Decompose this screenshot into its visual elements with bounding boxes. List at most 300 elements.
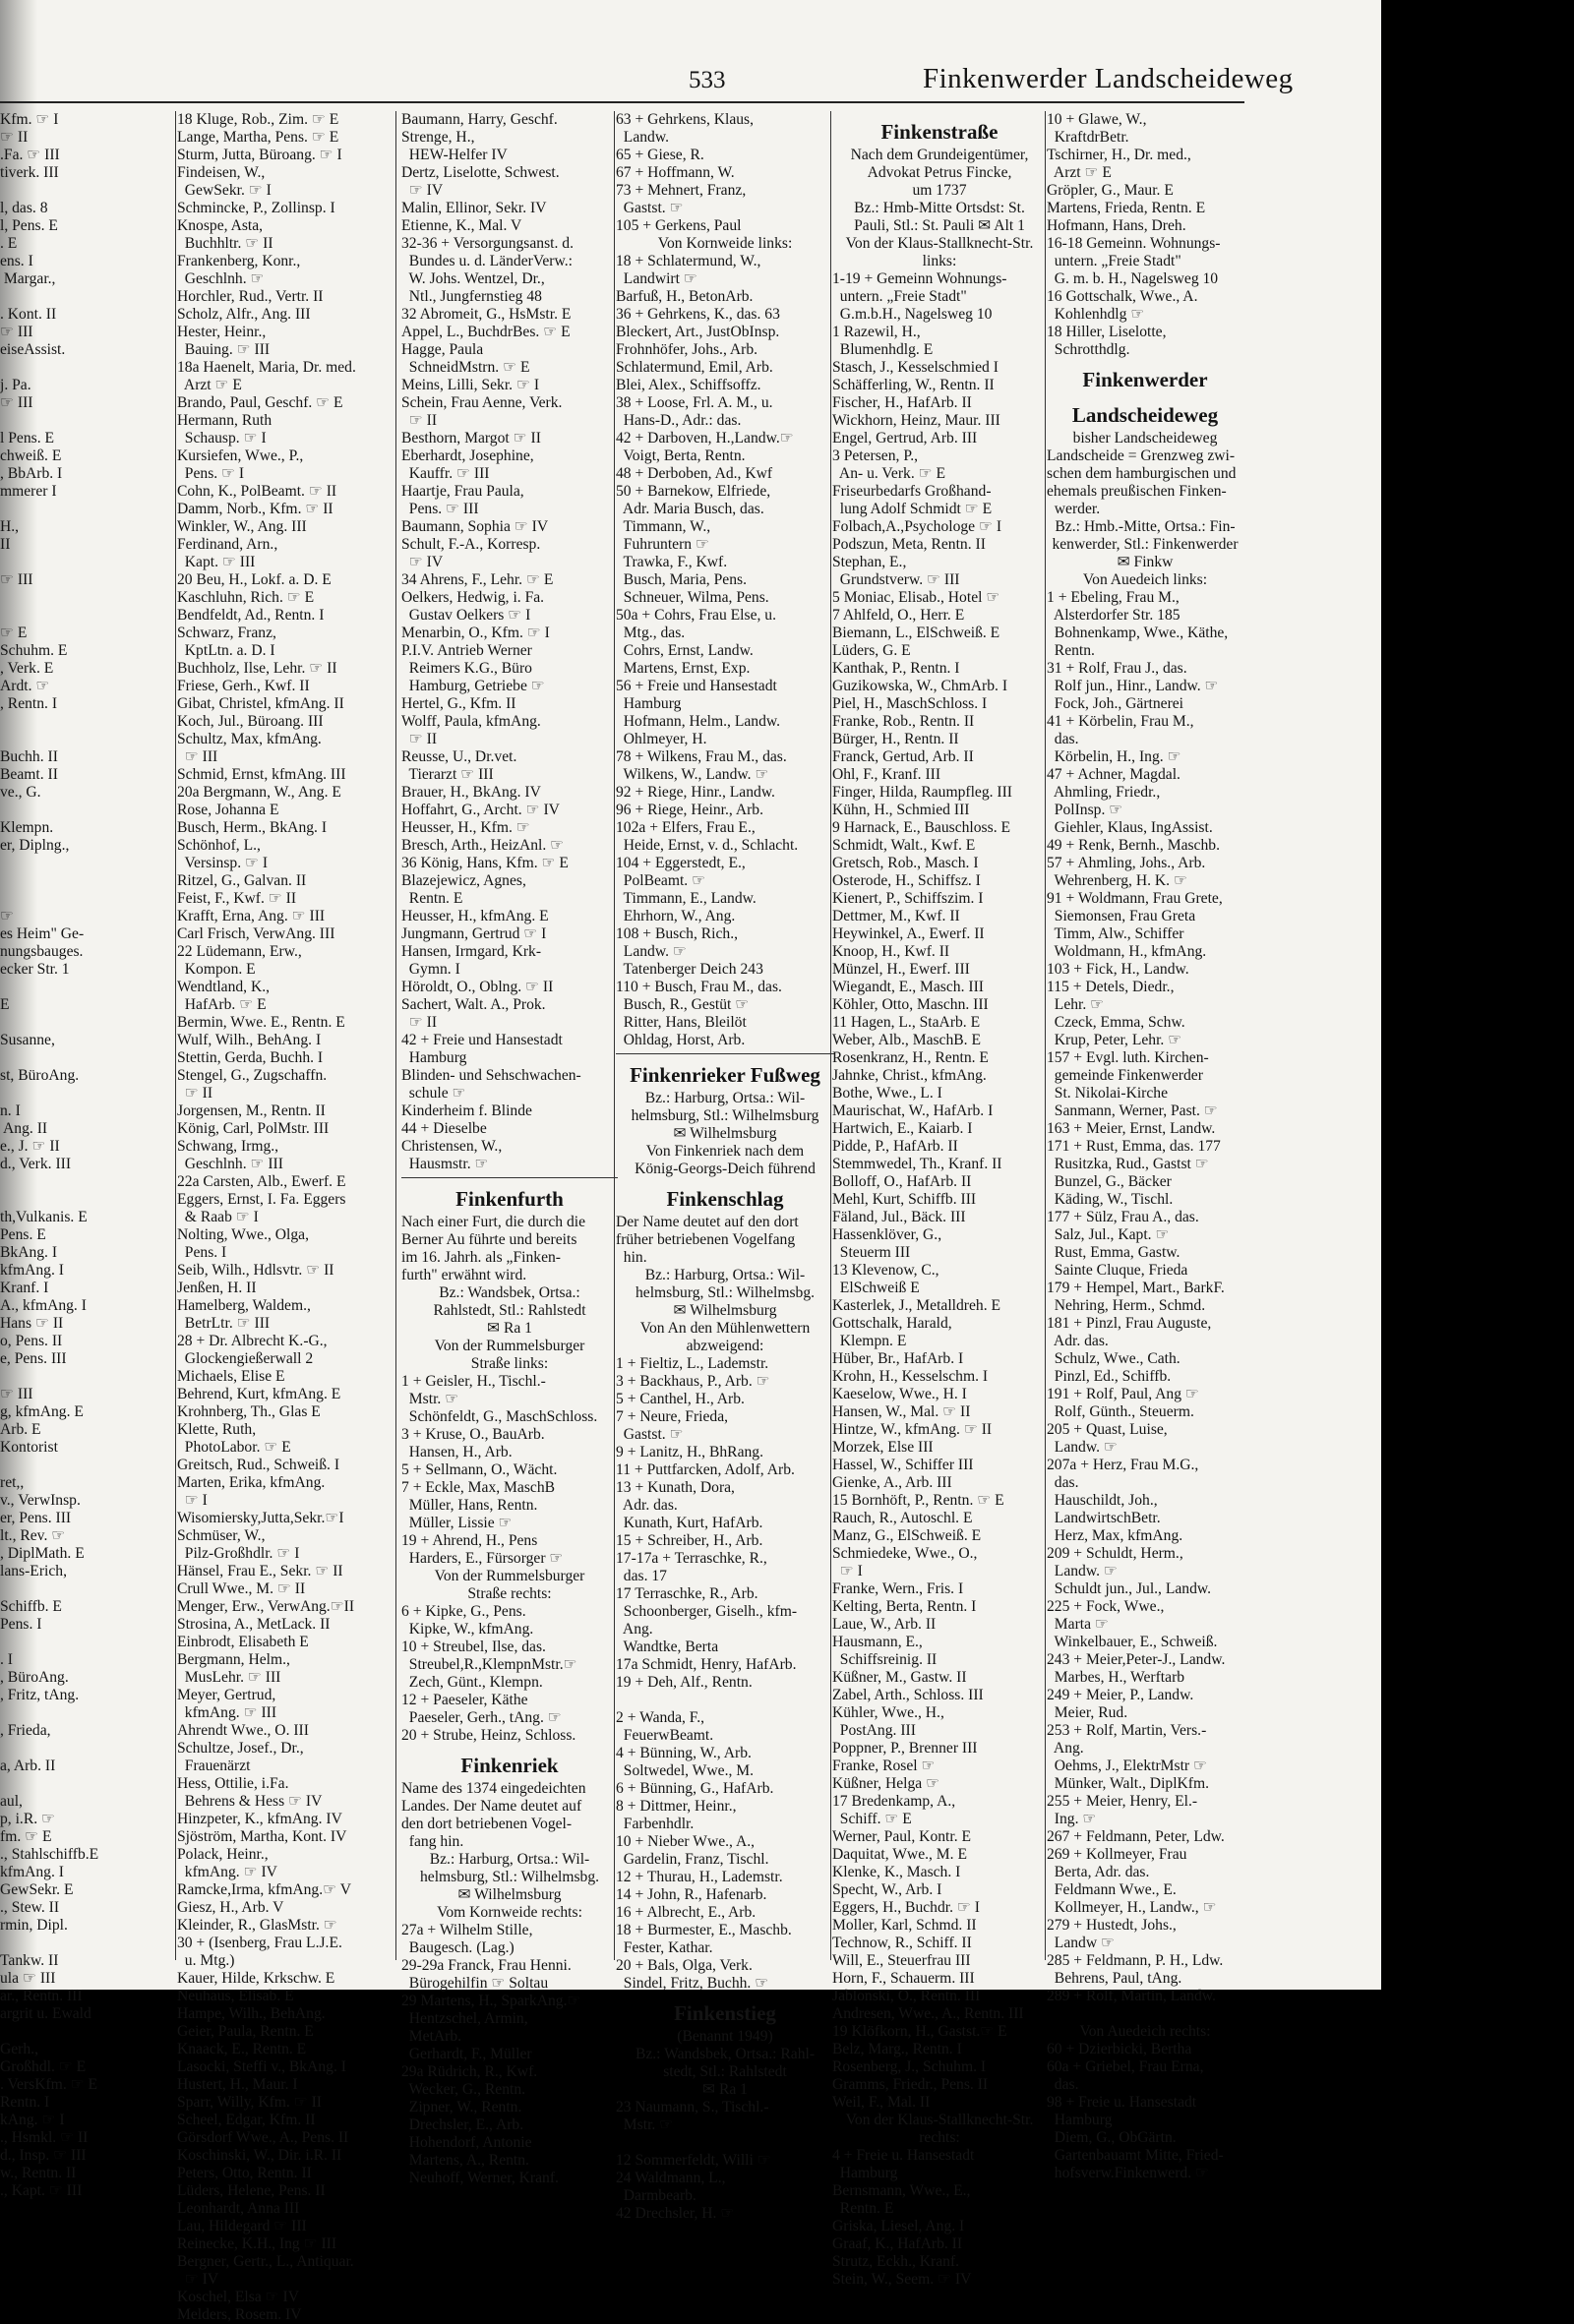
directory-entry-line: Lange, Martha, Pens. ☞ E bbox=[177, 129, 339, 146]
directory-entry-line: Name des 1374 eingedeichten bbox=[401, 1780, 586, 1797]
directory-entry-line: Hentzschel, Armin, bbox=[401, 2010, 528, 2027]
directory-entry-line: Schultz, Max, kfmAng. bbox=[177, 731, 322, 747]
directory-entry-line: kfmAng. I bbox=[0, 1262, 64, 1279]
directory-entry-line: früher betriebenen Vogelfang bbox=[616, 1231, 796, 1248]
directory-entry-line: Kontorist bbox=[0, 1439, 58, 1456]
directory-entry-line: Ohlmeyer, H. bbox=[616, 731, 707, 747]
directory-entry-line: Diem, G., ObGärtn. bbox=[1047, 2129, 1177, 2146]
directory-entry-line: 50a + Cohrs, Frau Else, u. bbox=[616, 607, 776, 624]
street-info-line: Bz.: Harburg, Ortsa.: Wil- bbox=[644, 1267, 806, 1283]
directory-entry-line: Mstr. ☞ bbox=[401, 1391, 459, 1407]
directory-entry-line: Gardelin, Franz, Tischl. bbox=[616, 1851, 769, 1868]
directory-entry-line: 209 + Schuldt, Herm., bbox=[1047, 1545, 1183, 1562]
directory-entry-line bbox=[0, 589, 175, 607]
directory-entry-line: Adr. Maria Busch, das. bbox=[616, 501, 764, 517]
directory-entry-line bbox=[0, 359, 175, 377]
directory-entry-line: ☞ III bbox=[0, 324, 33, 340]
street-info-line: Bz.: Harburg, Ortsa.: Wil- bbox=[429, 1851, 590, 1868]
directory-entry-line: Werner, Paul, Kontr. E bbox=[832, 1828, 972, 1845]
directory-entry-line: Hassenklöver, G., bbox=[832, 1226, 942, 1243]
directory-entry-line: Andresen, Wwe., A., Rentn. III bbox=[832, 2005, 1024, 2022]
directory-entry-line: er, Diplng., bbox=[0, 837, 70, 854]
directory-entry-line: Hagge, Paula bbox=[401, 341, 484, 358]
directory-entry-line: e., J. ☞ II bbox=[0, 1138, 60, 1155]
directory-entry-line: ElSchweiß E bbox=[832, 1280, 920, 1296]
directory-entry-line: Feldmann Wwe., E. bbox=[1047, 1881, 1177, 1898]
directory-entry-line: u. Mtg.) bbox=[177, 1952, 235, 1969]
directory-entry-line: das. 17 bbox=[616, 1568, 667, 1584]
directory-entry-line: Hustert, H., Maur. I bbox=[177, 2076, 298, 2093]
street-info-line: Straße links: bbox=[470, 1355, 549, 1372]
directory-entry-line: , BbArb. I bbox=[0, 465, 63, 482]
directory-entry-line: Zabel, Arth., Schloss. III bbox=[832, 1687, 984, 1703]
directory-entry-line: 20a Bergmann, W., Ang. E bbox=[177, 784, 341, 801]
directory-entry-line: Rosenberg, J., Schuhm. I bbox=[832, 2058, 987, 2075]
directory-entry-line: Knospe, Asta, bbox=[177, 217, 264, 234]
directory-entry-line: Peters, Otto, Rentn. II bbox=[177, 2165, 312, 2181]
street-info-line: König-Georgs-Deich führend bbox=[635, 1161, 816, 1177]
directory-entry-line: Kasterlek, J., Metalldreh. E bbox=[832, 1297, 1001, 1314]
directory-entry-line: 2 + Wanda, F., bbox=[616, 1709, 705, 1726]
directory-entry-line: 60 + Dzierbicki, Bertha bbox=[1047, 2041, 1192, 2057]
directory-entry-line: tiverk. III bbox=[0, 164, 59, 181]
directory-entry-line: Woldmann, H., kfmAng. bbox=[1047, 943, 1207, 960]
directory-entry-line: Landw ☞ bbox=[1047, 1935, 1115, 1951]
directory-entry-line: Hofmann, Hans, Dreh. bbox=[1047, 217, 1186, 234]
directory-entry-line: Schulz, Wwe., Cath. bbox=[1047, 1350, 1180, 1367]
directory-entry-line: Hess, Ottilie, i.Fa. bbox=[177, 1775, 289, 1792]
directory-entry-line: Gienke, A., Arb. III bbox=[832, 1474, 952, 1491]
directory-entry-line: Blazejewicz, Agnes, bbox=[401, 872, 526, 889]
directory-entry-line: Gretsch, Rob., Masch. I bbox=[832, 855, 979, 871]
directory-entry-line: 9 + Lanitz, H., BhRang. bbox=[616, 1444, 763, 1460]
directory-entry-line: 32 Abromeit, G., HsMstr. E bbox=[401, 306, 572, 323]
directory-entry-line: Hampe, Wilh., BehAng. bbox=[177, 2005, 326, 2022]
directory-entry-line: Haartje, Frau Paula, bbox=[401, 483, 524, 500]
directory-entry-line: 49 + Renk, Bernh., Maschb. bbox=[1047, 837, 1220, 854]
directory-entry-line: . Kont. II bbox=[0, 306, 57, 323]
street-info-line: Bz.: Wandsbek, Ortsa.: Rahl- bbox=[635, 2046, 816, 2062]
directory-entry-line: Kompon. E bbox=[177, 961, 256, 978]
directory-entry-line: kAng. ☞ I bbox=[0, 2112, 65, 2128]
directory-entry-line: Kelting, Berta, Rentn. I bbox=[832, 1598, 977, 1615]
directory-entry-line: Tatenberger Deich 243 bbox=[616, 961, 763, 978]
directory-entry-line: Cohn, K., PolBeamt. ☞ II bbox=[177, 483, 337, 500]
directory-entry-line: Stephan, E., bbox=[832, 554, 907, 570]
directory-entry-line: Harders, E., Fürsorger ☞ bbox=[401, 1550, 564, 1567]
directory-entry-line: Arb. E bbox=[0, 1421, 41, 1438]
directory-entry-line: 44 + Dieselbe bbox=[401, 1120, 487, 1137]
directory-entry-line: Wulf, Wilh., BehAng. I bbox=[177, 1032, 322, 1048]
directory-entry-line: Köhler, Otto, Maschn. III bbox=[832, 996, 989, 1013]
directory-entry-line: Laue, W., Arb. II bbox=[832, 1616, 937, 1633]
directory-entry-line: 6 + Kipke, G., Pens. bbox=[401, 1603, 526, 1620]
directory-entry-line: Münker, Walt., DiplKfm. bbox=[1047, 1775, 1210, 1792]
directory-entry-line: Brauer, H., BkAng. IV bbox=[401, 784, 541, 801]
directory-entry-line: ☞ I bbox=[832, 1563, 863, 1579]
directory-entry-line: Herz, Max, kfmAng. bbox=[1047, 1527, 1183, 1544]
directory-entry-line: Geschlnh. ☞ III bbox=[177, 1156, 283, 1172]
directory-entry-line: Franck, Gertud, Arb. II bbox=[832, 748, 974, 765]
directory-entry-line: ☞ IV bbox=[401, 182, 444, 199]
directory-entry-line: Bürogehilfin ☞ Soltau bbox=[401, 1975, 549, 1992]
directory-entry-line: Timmann, W., bbox=[616, 518, 711, 535]
directory-entry-line: Czeck, Emma, Schw. bbox=[1047, 1014, 1185, 1031]
directory-entry-line: Klette, Ruth, bbox=[177, 1421, 257, 1438]
header-rule bbox=[0, 101, 1244, 103]
directory-entry-line: Marbes, H., Werftarb bbox=[1047, 1669, 1185, 1686]
directory-entry-line: Schwarz, Franz, bbox=[177, 625, 276, 641]
directory-entry-line: Belz, Marg., Rentn. I bbox=[832, 2041, 962, 2057]
directory-entry-line: , DiplMath. E bbox=[0, 1545, 85, 1562]
directory-entry-line: Hüber, Br., HafArb. I bbox=[832, 1350, 964, 1367]
directory-entry-line: Ahmling, Friedr., bbox=[1047, 784, 1161, 801]
directory-entry-line: ☞ III bbox=[0, 1386, 33, 1402]
directory-entry-line: Stettin, Gerda, Buchh. I bbox=[177, 1049, 324, 1066]
directory-entry-line: , Frieda, bbox=[0, 1722, 51, 1739]
directory-entry-line: Strosina, A., MetLack. II bbox=[177, 1616, 331, 1633]
directory-entry-line: Rolf jun., Hinr., Landw. ☞ bbox=[1047, 678, 1219, 694]
directory-entry-line: 18 + Burmester, E., Maschb. bbox=[616, 1922, 792, 1938]
directory-entry-line: 225 + Fock, Wwe., bbox=[1047, 1598, 1165, 1615]
directory-entry-line: Damm, Norb., Kfm. ☞ II bbox=[177, 501, 333, 517]
directory-entry-line: 15 Bornhöft, P., Rentn. ☞ E bbox=[832, 1492, 1004, 1509]
directory-entry-line: Schmüser, W., bbox=[177, 1527, 266, 1544]
directory-entry-line: Ohl, F., Kranf. III bbox=[832, 766, 941, 783]
directory-entry-line: ☞ bbox=[0, 908, 14, 924]
directory-entry-line: Farbenhdlr. bbox=[616, 1816, 695, 1832]
directory-entry-line: PolBeamt. ☞ bbox=[616, 872, 706, 889]
directory-entry-line: Etienne, K., Mal. V bbox=[401, 217, 522, 234]
directory-entry-line: schen dem hamburgischen und bbox=[1047, 465, 1237, 482]
column-5 bbox=[832, 111, 1047, 2288]
street-info-line: bisher Landscheideweg bbox=[1072, 430, 1218, 447]
directory-entry-line: Steuerm III bbox=[832, 1244, 911, 1261]
column-2 bbox=[177, 111, 390, 2323]
directory-entry-line: Hausmann, E., bbox=[832, 1634, 923, 1650]
directory-entry-line: Lüders, Helene, Pens. II bbox=[177, 2182, 326, 2199]
directory-entry-line: Moller, Karl, Schmd. II bbox=[832, 1917, 977, 1934]
directory-entry-line: Blei, Alex., Schiffsoffz. bbox=[616, 377, 761, 393]
directory-entry-line: Kauer, Hilde, Krkschw. E bbox=[177, 1970, 335, 1987]
directory-entry-line: Wilkens, W., Landw. ☞ bbox=[616, 766, 769, 783]
directory-entry-line: LandwirtschBetr. bbox=[1047, 1510, 1161, 1526]
directory-entry-line: Engel, Gertrud, Arb. III bbox=[832, 430, 978, 447]
directory-entry-line: 5 + Sellmann, O., Wächt. bbox=[401, 1461, 558, 1478]
directory-entry-line: 177 + Sülz, Frau A., das. bbox=[1047, 1209, 1199, 1225]
directory-entry-line: 163 + Meier, Ernst, Landw. bbox=[1047, 1120, 1216, 1137]
directory-entry-line bbox=[0, 412, 175, 430]
directory-entry-line: Pens. ☞ III bbox=[401, 501, 479, 517]
directory-entry-line: Hoffahrt, G., Archt. ☞ IV bbox=[401, 802, 560, 818]
directory-entry-line: l, das. 8 bbox=[0, 200, 48, 216]
directory-entry-line: Pilz-Großhdlr. ☞ I bbox=[177, 1545, 300, 1562]
directory-entry-line: 13 + Kunath, Dora, bbox=[616, 1479, 735, 1496]
directory-entry-line: Kaschluhn, Rich. ☞ E bbox=[177, 589, 315, 606]
directory-entry-line: Schmid, Ernst, kfmAng. III bbox=[177, 766, 346, 783]
directory-entry-line: Sindel, Fritz, Buchh. ☞ bbox=[616, 1975, 769, 1992]
directory-entry-line: Timmann, E., Landw. bbox=[616, 890, 757, 907]
directory-entry-line: ☞ II bbox=[0, 129, 29, 146]
directory-entry-line: Schein, Frau Aenne, Verk. bbox=[401, 394, 563, 411]
directory-entry-line: Reinecke, K.H., Ing ☞ III bbox=[177, 2235, 337, 2252]
directory-entry-line: Winkelbauer, E., Schweiß. bbox=[1047, 1634, 1218, 1650]
directory-entry-line: Voigt, Berta, Rentn. bbox=[616, 447, 746, 464]
directory-entry-line: d., Insp. ☞ III bbox=[0, 2147, 87, 2164]
directory-entry-line: Schneuer, Wilma, Pens. bbox=[616, 589, 769, 606]
directory-entry-line: Knoop, H., Kwf. II bbox=[832, 943, 950, 960]
directory-entry-line: Gartenbauamt Mitte, Fried- bbox=[1047, 2147, 1224, 2164]
directory-entry-line: Findeisen, W., bbox=[177, 164, 266, 181]
directory-entry-line: das. bbox=[1047, 2076, 1079, 2093]
directory-entry-line: Salz, Jul., Kapt. ☞ bbox=[1047, 1226, 1170, 1243]
directory-entry-line: Wickhorn, Heinz, Maur. III bbox=[832, 412, 1000, 429]
directory-entry-line: Rose, Johanna E bbox=[177, 802, 279, 818]
street-info-line: stedt, Stl.: Rahlstedt bbox=[663, 2063, 787, 2080]
directory-entry-line: ☞ I bbox=[177, 1492, 208, 1509]
directory-entry-line bbox=[0, 501, 175, 518]
directory-entry-line: 16 + Albrecht, E., Arb. bbox=[616, 1904, 757, 1921]
directory-entry-line: Buchholz, Ilse, Lehr. ☞ II bbox=[177, 660, 337, 677]
directory-entry-line: Fuhruntern ☞ bbox=[616, 536, 709, 553]
directory-entry-line: Kanthak, P., Rentn. I bbox=[832, 660, 960, 677]
directory-entry-line: Rentn. I bbox=[0, 2094, 50, 2111]
directory-entry-line bbox=[0, 802, 175, 819]
directory-entry-line: 1 Razewil, H., bbox=[832, 324, 921, 340]
directory-entry-line: 253 + Rolf, Martin, Vers.- bbox=[1047, 1722, 1207, 1739]
directory-entry-line: Heywinkel, A., Ewerf. II bbox=[832, 925, 985, 942]
directory-entry-line: Landw. ☞ bbox=[1047, 1439, 1118, 1456]
directory-entry-line: Stengel, G., Zugschaffn. bbox=[177, 1067, 328, 1084]
directory-entry-line: 269 + Kollmeyer, Frau bbox=[1047, 1846, 1187, 1863]
column-3-bottom bbox=[401, 1184, 618, 2187]
directory-entry-line: 16-18 Gemeinn. Wohnungs- bbox=[1047, 235, 1221, 252]
page-number: 533 bbox=[689, 67, 726, 93]
street-heading: Finkenfurth bbox=[455, 1187, 564, 1211]
directory-entry-line: Koschinski, W., Dir. i.R. II bbox=[177, 2147, 342, 2164]
directory-entry-line: 91 + Woldmann, Frau Grete, bbox=[1047, 890, 1223, 907]
directory-entry-line: Morzek, Else III bbox=[832, 1439, 934, 1456]
directory-entry-line: Trawka, F., Kwf. bbox=[616, 554, 728, 570]
directory-entry-line: Hertel, G., Kfm. II bbox=[401, 695, 516, 712]
directory-entry-line: Giesz, H., Arb. V bbox=[177, 1899, 284, 1916]
directory-entry-line: es Heim" Ge- bbox=[0, 925, 85, 942]
directory-entry-line: II bbox=[0, 536, 11, 553]
directory-entry-line: 17a Schmidt, Henry, HafArb. bbox=[616, 1656, 797, 1673]
directory-entry-line: Görsdorf Wwe., A., Pens. II bbox=[177, 2129, 349, 2146]
directory-entry-line: Pens. I bbox=[177, 1244, 227, 1261]
directory-entry-line: Kranf. I bbox=[0, 1280, 49, 1296]
directory-entry-line: 10 + Glawe, W., bbox=[1047, 111, 1147, 128]
directory-entry-line: BkAng. I bbox=[0, 1244, 58, 1261]
street-info-line: Von An den Mühlenwettern bbox=[639, 1320, 811, 1337]
directory-entry-line: Martens, A., Rentn. bbox=[401, 2152, 529, 2169]
street-info-line: Bz.: Wandsbek, Ortsa.: bbox=[439, 1284, 580, 1301]
street-heading: Finkenwerder bbox=[1082, 368, 1208, 391]
directory-entry-line: Nehring, Herm., Schmd. bbox=[1047, 1297, 1206, 1314]
directory-entry-line: Baumann, Sophia ☞ IV bbox=[401, 518, 549, 535]
directory-entry-line: 29 Martens, H., SparkAng.☞ bbox=[401, 1993, 581, 2009]
directory-entry-line: 1 + Fieltiz, L., Lademstr. bbox=[616, 1355, 769, 1372]
directory-entry-line: Lehr. ☞ bbox=[1047, 996, 1105, 1013]
column-3-top bbox=[401, 111, 618, 1173]
directory-entry-line: Poppner, P., Brenner III bbox=[832, 1740, 978, 1757]
directory-entry-line: 19 Klöfkorn, H., Gastst.☞ E bbox=[832, 2023, 1007, 2040]
directory-entry-line: 42 Drechsler, H. ☞ bbox=[616, 2205, 735, 2222]
directory-entry-line: Martens, Frieda, Rentn. E bbox=[1047, 200, 1206, 216]
directory-entry-line bbox=[0, 979, 175, 996]
directory-entry-line: 24 Waldmann, L., bbox=[616, 2170, 726, 2186]
directory-entry-line: 18 + Schlatermund, W., bbox=[616, 253, 761, 269]
directory-entry-line: Manz, G., ElSchweiß. E bbox=[832, 1527, 982, 1544]
directory-entry-line: Arzt ☞ E bbox=[1047, 164, 1112, 181]
directory-entry-line: Rolf, Günth., Steuerm. bbox=[1047, 1403, 1194, 1420]
directory-entry-line: HEW-Helfer IV bbox=[401, 147, 508, 163]
directory-entry-line bbox=[0, 1368, 175, 1386]
directory-entry-line: Wiegandt, E., Masch. III bbox=[832, 979, 984, 995]
directory-entry-line: Finger, Hilda, Raumpfleg. III bbox=[832, 784, 1012, 801]
directory-entry-line: Ang. II bbox=[0, 1120, 48, 1137]
directory-entry-line: ☞ IV bbox=[177, 2271, 219, 2288]
directory-entry-line: Podszun, Meta, Rentn. II bbox=[832, 536, 986, 553]
directory-entry-line: Behrens & Hess ☞ IV bbox=[177, 1793, 323, 1810]
directory-entry-line: 36 + Gehrkens, K., das. 63 bbox=[616, 306, 780, 323]
directory-entry-line: Mtg., das. bbox=[616, 625, 686, 641]
directory-entry-line: Knaack, E., Rentn. E bbox=[177, 2041, 307, 2057]
directory-entry-line: Winkler, W., Ang. III bbox=[177, 518, 307, 535]
directory-entry-line: 96 + Riege, Heinr., Arb. bbox=[616, 802, 763, 818]
directory-entry-line: Schäfferling, W., Rentn. II bbox=[832, 377, 995, 393]
directory-entry-line: W. Johs. Wentzel, Dr., bbox=[401, 270, 545, 287]
running-head: Finkenwerder Landscheideweg bbox=[923, 63, 1294, 94]
directory-entry-line: Hänsel, Frau E., Sekr. ☞ II bbox=[177, 1563, 343, 1579]
directory-entry-line: Jungmann, Gertrud ☞ I bbox=[401, 925, 547, 942]
directory-entry-line: G.m.b.H., Nagelsweg 10 bbox=[832, 306, 993, 323]
directory-entry-line: nungsbauges. bbox=[0, 943, 84, 960]
directory-entry-line: l Pens. E bbox=[0, 430, 55, 447]
directory-entry-line: Meier, Rud. bbox=[1047, 1704, 1128, 1721]
directory-entry-line: Bleckert, Art., JustObInsp. bbox=[616, 324, 780, 340]
directory-entry-line: Geschlnh. ☞ bbox=[177, 270, 265, 287]
directory-entry-line: 3 Petersen, P., bbox=[832, 447, 919, 464]
directory-entry-line: Wecker, G., Rentn. bbox=[401, 2081, 526, 2098]
street-info-line: links: bbox=[922, 253, 957, 269]
directory-entry-line: Stemmwedel, Th., Kranf. II bbox=[832, 1156, 1002, 1172]
column-4-bottom bbox=[616, 1060, 834, 2223]
directory-entry-line: Schrotthdlg. bbox=[1047, 341, 1130, 358]
directory-entry-line: Schiff. ☞ E bbox=[832, 1811, 912, 1827]
directory-entry-line: Greitsch, Rud., Schweiß. I bbox=[177, 1457, 340, 1473]
street-info-line: rechts: bbox=[919, 2129, 960, 2146]
directory-entry-line: Baugesch. (Lag.) bbox=[401, 1939, 515, 1956]
directory-entry-line: Gottschalk, Harald, bbox=[832, 1315, 952, 1332]
directory-entry-line: 103 + Fick, H., Landw. bbox=[1047, 961, 1189, 978]
directory-entry-line: Scholz, Alfr., Ang. III bbox=[177, 306, 311, 323]
directory-entry-line: 171 + Rust, Emma, das. 177 bbox=[1047, 1138, 1221, 1155]
directory-entry-line: Kleinder, R., GlasMstr. ☞ bbox=[177, 1917, 337, 1934]
directory-entry-line: 243 + Meier,Peter-J., Landw. bbox=[1047, 1651, 1226, 1668]
directory-entry-line: 18 Kluge, Rob., Zim. ☞ E bbox=[177, 111, 339, 128]
directory-entry-line: 5 + Canthel, H., Arb. bbox=[616, 1391, 745, 1407]
directory-entry-line bbox=[616, 2134, 834, 2152]
directory-entry-line bbox=[0, 890, 175, 908]
directory-entry-line: 63 + Gehrkens, Klaus, bbox=[616, 111, 755, 128]
street-info-line: um 1737 bbox=[912, 182, 967, 199]
directory-entry-line: 4 + Bünning, W., Arb. bbox=[616, 1745, 752, 1761]
directory-entry-line: 31 + Rolf, Frau J., das. bbox=[1047, 660, 1187, 677]
directory-entry-line: 5 Moniac, Elisab., Hotel ☞ bbox=[832, 589, 1000, 606]
directory-entry-line: Münzel, H., Ewerf. III bbox=[832, 961, 970, 978]
directory-entry-line: 22 Lüdemann, Erw., bbox=[177, 943, 302, 960]
directory-entry-line: 7 + Neure, Frieda, bbox=[616, 1408, 729, 1425]
directory-entry-line: Osterode, H., Schiffsz. I bbox=[832, 872, 981, 889]
directory-entry-line: Grundstverw. ☞ III bbox=[832, 571, 960, 588]
directory-entry-line: Kühler, Wwe., H., bbox=[832, 1704, 944, 1721]
directory-entry-line: Kollmeyer, H., Landw., ☞ bbox=[1047, 1899, 1217, 1916]
directory-entry-line: Eggers, H., Buchdr. ☞ I bbox=[832, 1899, 980, 1916]
directory-entry-line: Horn, F., Schauerm. III bbox=[832, 1970, 975, 1987]
directory-entry-line: lt., Rev. ☞ bbox=[0, 1527, 66, 1544]
directory-entry-line: Gröpler, G., Maur. E bbox=[1047, 182, 1174, 199]
directory-entry-line: a, Arb. II bbox=[0, 1758, 56, 1774]
directory-entry-line: gemeinde Finkenwerder bbox=[1047, 1067, 1203, 1084]
directory-entry-line: werder. bbox=[1047, 501, 1101, 517]
directory-entry-line: furth" erwähnt wird. bbox=[401, 1267, 527, 1283]
directory-entry-line: Kinderheim f. Blinde bbox=[401, 1102, 532, 1119]
directory-entry-line: Bohnenkamp, Wwe., Käthe, bbox=[1047, 625, 1229, 641]
directory-entry-line bbox=[0, 1085, 175, 1102]
street-info-line: ✉ Finkw bbox=[1117, 554, 1174, 570]
directory-entry-line: 20 Beu, H., Lokf. a. D. E bbox=[177, 571, 332, 588]
directory-entry-line: argrit u. Ewald bbox=[0, 2005, 91, 2022]
directory-entry-line: 16 Gottschalk, Wwe., A. bbox=[1047, 288, 1198, 305]
directory-entry-line: HafArb. ☞ E bbox=[177, 996, 267, 1013]
directory-entry-line: 15 + Schreiber, H., Arb. bbox=[616, 1532, 763, 1549]
directory-entry-line: Menarbin, O., Kfm. ☞ I bbox=[401, 625, 550, 641]
directory-entry-line: Busch, Herm., BkAng. I bbox=[177, 819, 328, 836]
directory-entry-line: 11 + Puttfarcken, Adolf, Arb. bbox=[616, 1461, 795, 1478]
directory-entry-line: Franke, Wern., Fris. I bbox=[832, 1580, 964, 1597]
directory-entry-line: ., Stew. II bbox=[0, 1899, 60, 1916]
street-info-line: Straße rechts: bbox=[467, 1585, 552, 1602]
directory-entry-line: Klenke, K., Masch. I bbox=[832, 1864, 961, 1880]
directory-entry-line: Dertz, Liselotte, Schwest. bbox=[401, 164, 560, 181]
directory-entry-line: Adr. das. bbox=[616, 1497, 678, 1514]
directory-entry-line: Körbelin, H., Ing. ☞ bbox=[1047, 748, 1181, 765]
directory-entry-line: ☞ II bbox=[401, 731, 438, 747]
directory-entry-line: Krafft, Erna, Ang. ☞ III bbox=[177, 908, 326, 924]
directory-entry-line: er, Pens. III bbox=[0, 1510, 72, 1526]
directory-entry-line: Biemann, L., ElSchweiß. E bbox=[832, 625, 1000, 641]
directory-entry-line: SchneidMstrn. ☞ E bbox=[401, 359, 530, 376]
directory-entry-line: 255 + Meier, Henry, El.- bbox=[1047, 1793, 1198, 1810]
directory-entry-line: Ritter, Hans, Bleilöt bbox=[616, 1014, 747, 1031]
directory-entry-line: 12 Sommerfeldt, Willi ☞ bbox=[616, 2152, 771, 2169]
directory-entry-line: Pens. E bbox=[0, 1226, 46, 1243]
directory-entry-line: ., Kapt. ☞ III bbox=[0, 2182, 83, 2199]
directory-entry-line: mmerer I bbox=[0, 483, 57, 500]
directory-entry-line: 285 + Feldmann, P. H., Ldw. bbox=[1047, 1952, 1224, 1969]
directory-entry-line: 17 Bredenkamp, A., bbox=[832, 1793, 956, 1810]
directory-entry-line: Gerh., bbox=[0, 2041, 38, 2057]
directory-entry-line: Rentn. E bbox=[832, 2200, 894, 2217]
directory-entry-line: Ntl., Jungfernstieg 48 bbox=[401, 288, 542, 305]
directory-entry-line: Kfm. ☞ I bbox=[0, 111, 59, 128]
directory-entry-line: 105 + Gerkens, Paul bbox=[616, 217, 742, 234]
directory-entry-line: untern. „Freie Stadt" bbox=[1047, 253, 1181, 269]
street-info-line: ✉ Ra 1 bbox=[487, 1320, 532, 1337]
directory-entry-line: Beamt. II bbox=[0, 766, 58, 783]
